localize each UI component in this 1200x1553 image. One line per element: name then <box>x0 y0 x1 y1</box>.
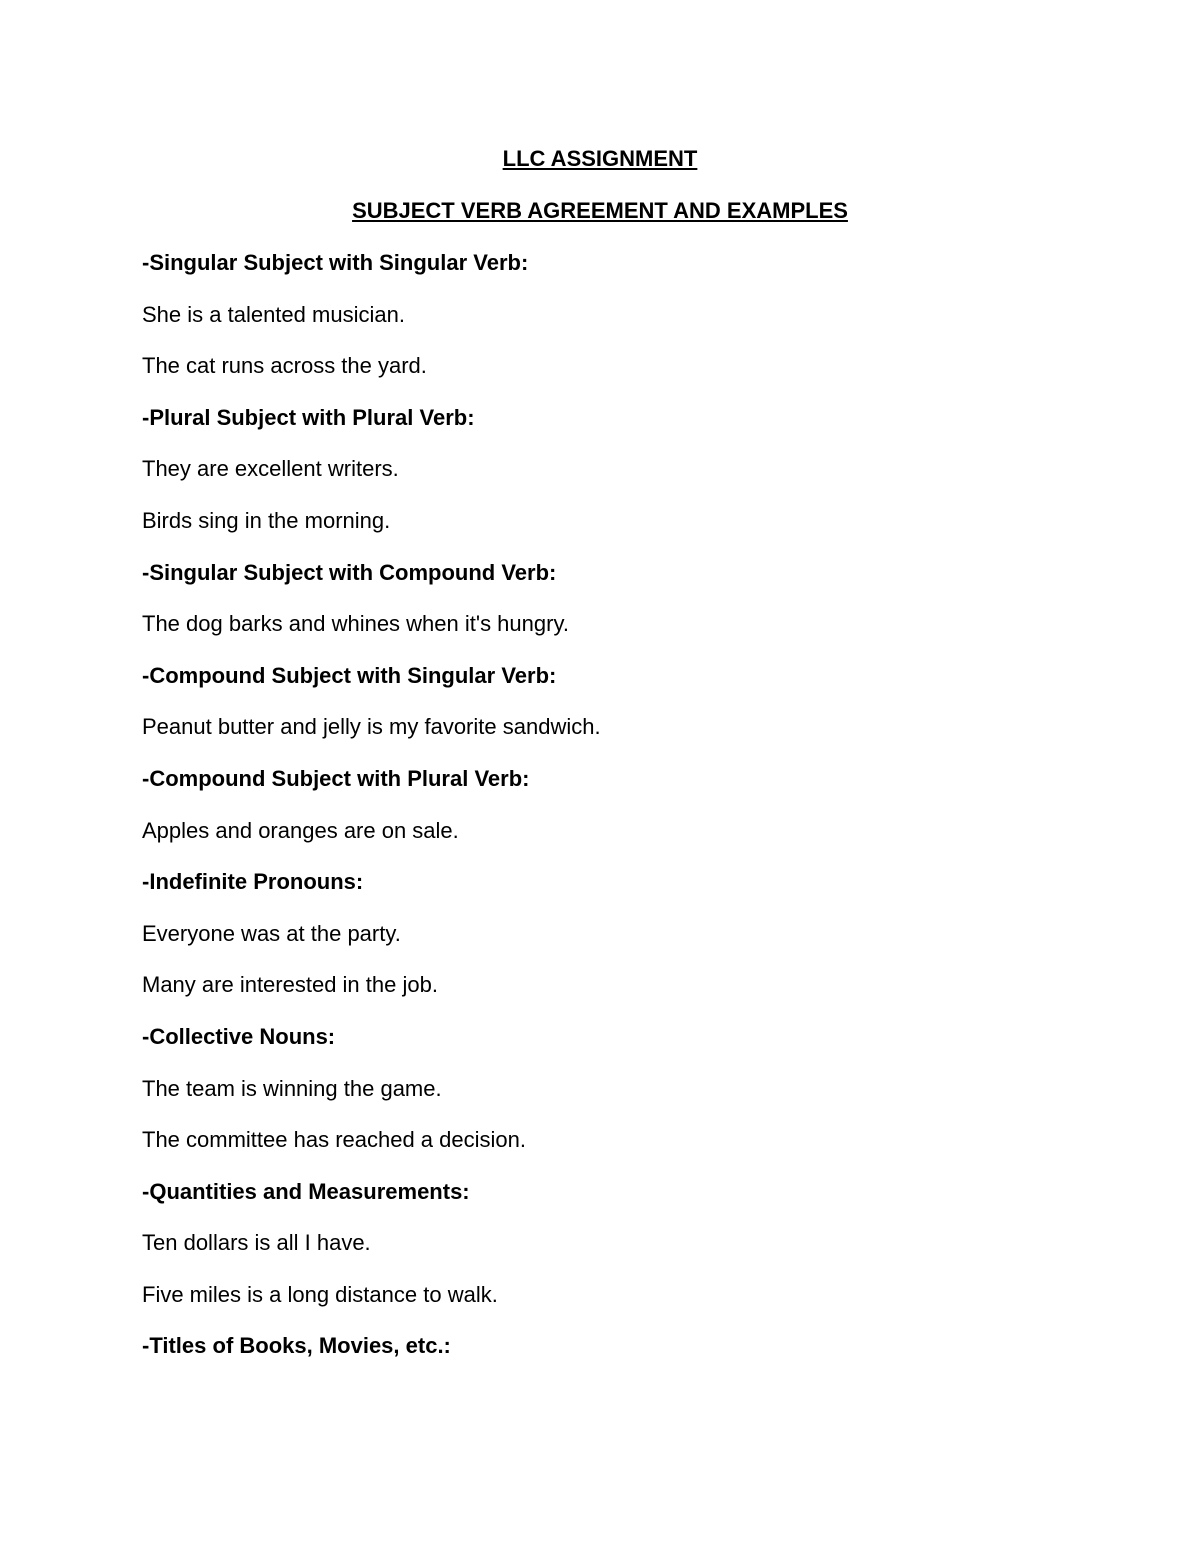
example-sentence: Ten dollars is all I have. <box>142 1230 371 1256</box>
example-sentence: Apples and oranges are on sale. <box>142 817 459 843</box>
example-sentence: The committee has reached a decision. <box>142 1127 526 1153</box>
example-sentence: Peanut butter and jelly is my favorite sandwich. <box>142 714 601 740</box>
example-sentence: The cat runs across the yard. <box>142 353 427 379</box>
section-heading-compound-subject-plural: -Compound Subject with Plural Verb: <box>142 765 530 791</box>
example-sentence: The dog barks and whines when it's hungry. <box>142 611 569 637</box>
section-heading-compound-subject-singular: -Compound Subject with Singular Verb: <box>142 662 557 688</box>
example-sentence: The team is winning the game. <box>142 1075 442 1101</box>
section-heading-singular-singular: -Singular Subject with Singular Verb: <box>142 250 529 275</box>
example-sentence: Birds sing in the morning. <box>142 507 391 533</box>
section-heading-collective-nouns: -Collective Nouns: <box>142 1023 336 1049</box>
document-subtitle: SUBJECT VERB AGREEMENT AND EXAMPLES <box>352 198 848 223</box>
section-heading-indefinite-pronouns: -Indefinite Pronouns: <box>142 869 364 895</box>
example-sentence: She is a talented musician. <box>142 301 405 327</box>
section-heading-titles: -Titles of Books, Movies, etc.: <box>142 1333 451 1359</box>
section-heading-singular-compound-verb: -Singular Subject with Compound Verb: <box>142 559 557 585</box>
example-sentence: Many are interested in the job. <box>142 972 438 998</box>
document-body <box>142 252 1142 1387</box>
section-heading-plural-plural: -Plural Subject with Plural Verb: <box>142 404 475 430</box>
example-sentence: Five miles is a long distance to walk. <box>142 1281 498 1307</box>
document-title: LLC ASSIGNMENT <box>502 146 698 171</box>
example-sentence: Everyone was at the party. <box>142 920 401 946</box>
section-heading-quantities-measurements: -Quantities and Measurements: <box>142 1178 470 1204</box>
example-sentence: They are excellent writers. <box>142 456 399 482</box>
